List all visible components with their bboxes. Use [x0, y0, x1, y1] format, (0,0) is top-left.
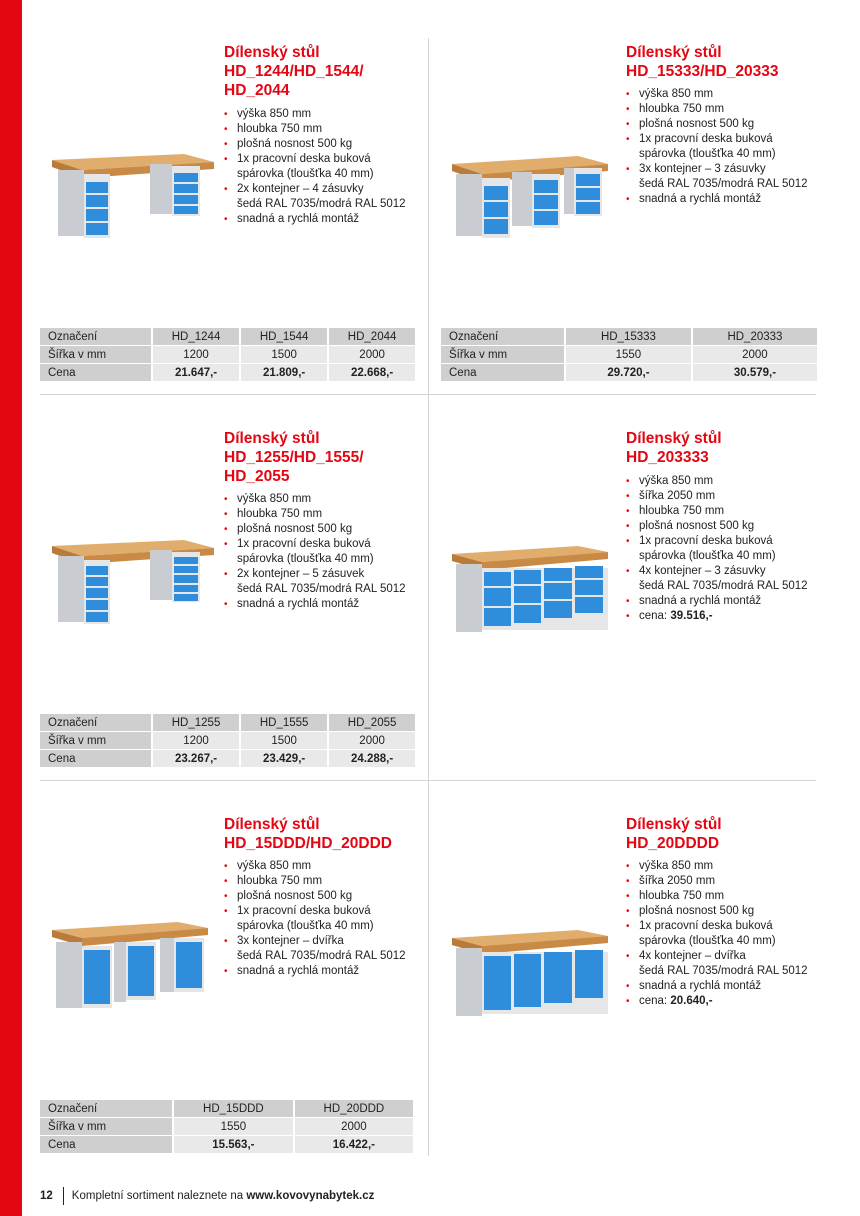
model-cell: HD_20DDD: [294, 1100, 413, 1118]
width-cell: 1200: [152, 346, 240, 364]
price-item: [626, 609, 826, 624]
price-cell: 23.429,-: [240, 750, 328, 768]
feature-list: [626, 87, 826, 207]
model-cell: HD_15333: [565, 328, 692, 346]
width-cell: 2000: [328, 346, 415, 364]
feature-item: • 1x pracovní deska buková spárovka (tloušťka 40 mm): [626, 132, 826, 162]
product-title: Dílenský stůl HD_15333/HD_20333: [626, 44, 779, 80]
row-divider: [40, 780, 816, 781]
workbench-image: [450, 528, 610, 638]
price-cell: 21.647,-: [152, 364, 240, 382]
feature-item: • hloubka 750 mm: [224, 507, 424, 522]
feature-item: • plošná nosnost 500 kg: [626, 117, 826, 132]
feature-item: • 1x pracovní deska buková spárovka (tloušťka 40 mm): [626, 919, 826, 949]
feature-item: • výška 850 mm: [224, 107, 424, 122]
feature-item: • snadná a rychlá montáž: [626, 979, 826, 994]
feature-item: • výška 850 mm: [626, 859, 826, 874]
footer-text: Kompletní sortiment naleznete na: [71, 1190, 247, 1203]
price-value: 20.640,-: [670, 995, 713, 1007]
width-cell: 1500: [240, 732, 328, 750]
label-designation: Označení: [40, 1100, 173, 1118]
feature-item: • snadná a rychlá montáž: [224, 212, 424, 227]
model-cell: HD_2044: [328, 328, 415, 346]
width-cell: 1200: [152, 732, 240, 750]
feature-item: • hloubka 750 mm: [224, 874, 424, 889]
feature-item: • snadná a rychlá montáž: [224, 964, 424, 979]
price-label: cena:: [639, 995, 668, 1007]
footer-link[interactable]: www.kovovynabytek.cz: [246, 1190, 375, 1203]
feature-item: • hloubka 750 mm: [626, 889, 826, 904]
price-label: cena:: [639, 610, 668, 622]
page-number: 12: [40, 1190, 53, 1203]
workbench-image: [450, 132, 610, 242]
feature-item: • výška 850 mm: [626, 87, 826, 102]
feature-item: • 3x kontejner – dvířka šedá RAL 7035/modrá RAL 5012: [224, 934, 424, 964]
feature-item: • šířka 2050 mm: [626, 874, 826, 889]
label-price: Cena: [40, 750, 152, 768]
feature-item: • 1x pracovní deska buková spárovka (tloušťka 40 mm): [224, 152, 424, 182]
feature-item: • výška 850 mm: [224, 859, 424, 874]
price-cell: 23.267,-: [152, 750, 240, 768]
feature-list: [224, 492, 424, 612]
footer: [40, 1187, 374, 1205]
price-cell: 15.563,-: [173, 1136, 294, 1154]
model-cell: HD_20333: [692, 328, 817, 346]
feature-item: • snadná a rychlá montáž: [626, 594, 826, 609]
feature-list: [626, 474, 826, 624]
feature-item: • výška 850 mm: [224, 492, 424, 507]
product-title: Dílenský stůl HD_1244/HD_1544/ HD_2044: [224, 44, 364, 99]
feature-item: • hloubka 750 mm: [626, 504, 826, 519]
footer-separator: [63, 1187, 64, 1205]
model-cell: HD_1244: [152, 328, 240, 346]
price-cell: 21.809,-: [240, 364, 328, 382]
feature-item: • 1x pracovní deska buková spárovka (tloušťka 40 mm): [224, 904, 424, 934]
feature-item: • 4x kontejner – 3 zásuvky šedá RAL 7035/modrá RAL 5012: [626, 564, 826, 594]
feature-item: • 1x pracovní deska buková spárovka (tloušťka 40 mm): [626, 534, 826, 564]
feature-list: [224, 107, 424, 227]
width-cell: 2000: [328, 732, 415, 750]
label-width: Šířka v mm: [40, 1118, 173, 1136]
product-title: Dílenský stůl HD_1255/HD_1555/ HD_2055: [224, 430, 364, 485]
feature-item: • plošná nosnost 500 kg: [626, 519, 826, 534]
price-cell: 16.422,-: [294, 1136, 413, 1154]
label-designation: Označení: [40, 328, 152, 346]
feature-item: • plošná nosnost 500 kg: [224, 889, 424, 904]
price-table: [40, 714, 415, 768]
width-cell: 2000: [294, 1118, 413, 1136]
feature-item: • 4x kontejner – dvířka šedá RAL 7035/modrá RAL 5012: [626, 949, 826, 979]
feature-item: • šířka 2050 mm: [626, 489, 826, 504]
feature-item: • 2x kontejner – 5 zásuvek šedá RAL 7035/modrá RAL 5012: [224, 567, 424, 597]
feature-item: • plošná nosnost 500 kg: [626, 904, 826, 919]
feature-item: • plošná nosnost 500 kg: [224, 137, 424, 152]
workbench-image: [50, 130, 216, 242]
column-divider: [428, 780, 429, 1156]
model-cell: HD_1544: [240, 328, 328, 346]
feature-item: • snadná a rychlá montáž: [626, 192, 826, 207]
width-cell: 2000: [692, 346, 817, 364]
label-price: Cena: [441, 364, 565, 382]
feature-list: [626, 859, 826, 1009]
width-cell: 1550: [565, 346, 692, 364]
price-cell: 29.720,-: [565, 364, 692, 382]
model-cell: HD_1255: [152, 714, 240, 732]
product-title: Dílenský stůl HD_20DDDD: [626, 816, 722, 852]
model-cell: HD_2055: [328, 714, 415, 732]
price-cell: 24.288,-: [328, 750, 415, 768]
model-cell: HD_15DDD: [173, 1100, 294, 1118]
red-edge-bar: [0, 0, 22, 1216]
label-price: Cena: [40, 364, 152, 382]
width-cell: 1550: [173, 1118, 294, 1136]
feature-item: • hloubka 750 mm: [224, 122, 424, 137]
label-width: Šířka v mm: [40, 732, 152, 750]
workbench-image: [450, 912, 610, 1022]
row-divider: [40, 394, 816, 395]
workbench-image: [50, 904, 210, 1014]
feature-item: • plošná nosnost 500 kg: [224, 522, 424, 537]
column-divider: [428, 394, 429, 780]
label-price: Cena: [40, 1136, 173, 1154]
label-width: Šířka v mm: [441, 346, 565, 364]
feature-item: • snadná a rychlá montáž: [224, 597, 424, 612]
price-table: [40, 328, 415, 382]
price-table: [40, 1100, 413, 1154]
label-width: Šířka v mm: [40, 346, 152, 364]
feature-item: • hloubka 750 mm: [626, 102, 826, 117]
feature-item: • 1x pracovní deska buková spárovka (tloušťka 40 mm): [224, 537, 424, 567]
price-cell: 30.579,-: [692, 364, 817, 382]
price-cell: 22.668,-: [328, 364, 415, 382]
model-cell: HD_1555: [240, 714, 328, 732]
feature-item: • výška 850 mm: [626, 474, 826, 489]
feature-item: • 3x kontejner – 3 zásuvky šedá RAL 7035/modrá RAL 5012: [626, 162, 826, 192]
price-item: [626, 994, 826, 1009]
width-cell: 1500: [240, 346, 328, 364]
label-designation: Označení: [441, 328, 565, 346]
price-table: [441, 328, 817, 382]
feature-list: [224, 859, 424, 979]
product-title: Dílenský stůl HD_203333: [626, 430, 722, 466]
label-designation: Označení: [40, 714, 152, 732]
workbench-image: [50, 516, 216, 628]
product-title: Dílenský stůl HD_15DDD/HD_20DDD: [224, 816, 392, 852]
feature-item: • 2x kontejner – 4 zásuvky šedá RAL 7035/modrá RAL 5012: [224, 182, 424, 212]
column-divider: [428, 38, 429, 394]
price-value: 39.516,-: [670, 610, 713, 622]
